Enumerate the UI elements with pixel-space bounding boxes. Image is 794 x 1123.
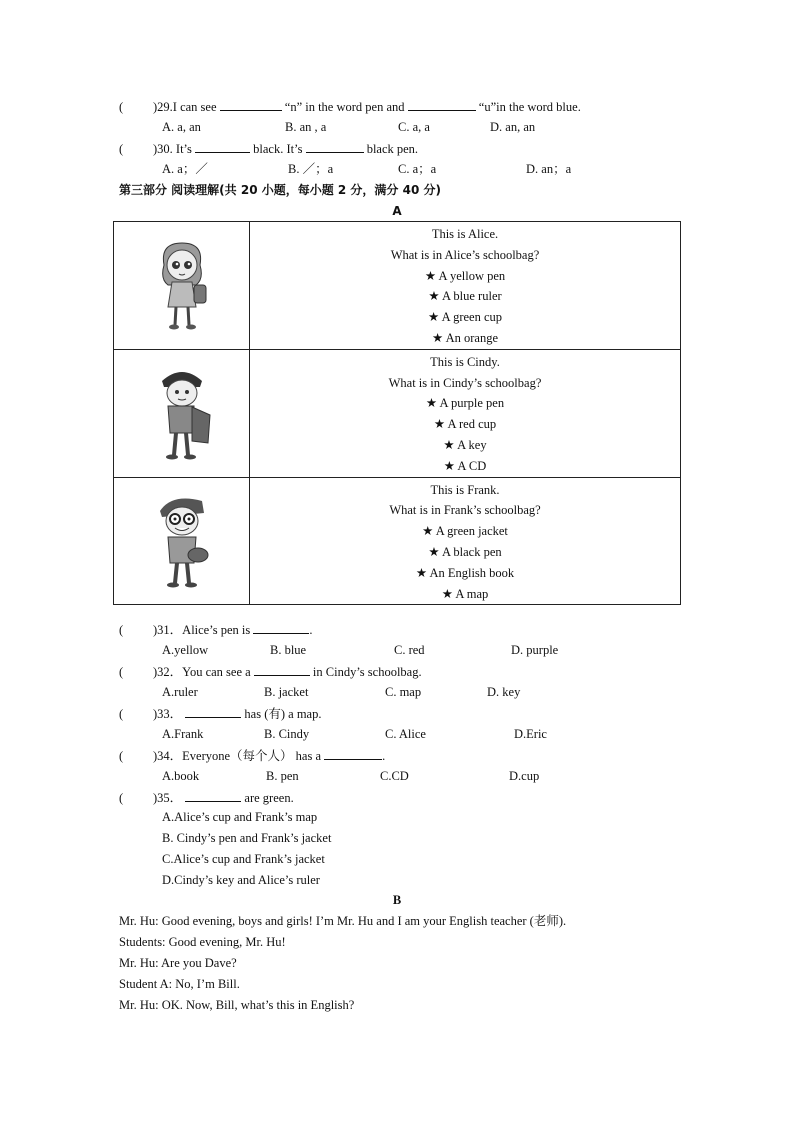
option-a: A.Frank (162, 727, 204, 741)
answer-paren: ( (119, 665, 124, 679)
question-32 (119, 663, 422, 680)
answer-blank (324, 747, 382, 760)
option-c: C. map (385, 685, 422, 699)
question-29-stem-c: “u”in the word blue. (478, 100, 581, 114)
question-34 (119, 747, 385, 764)
text-line: ★ A green jacket (422, 524, 508, 539)
option-d: D.Eric (514, 727, 547, 741)
text-line: ★ A black pen (428, 544, 502, 559)
question-33-end: has (有) a map. (244, 707, 322, 721)
question-35-stem: )35． (153, 791, 183, 805)
question-34-stem: )34．Everyone（每个人） has a (153, 749, 322, 763)
option-c: C. a, a (398, 120, 430, 134)
option-a: A.Alice’s cup and Frank’s map (162, 810, 318, 824)
text-line: This is Frank. (430, 482, 500, 497)
dialogue-line: Mr. Hu: Good evening, boys and girls! I’m Mr. Hu and I am your English teacher (老师). (119, 914, 567, 928)
question-34-end: . (382, 749, 386, 763)
question-30-stem-a: )30. It’s (153, 142, 192, 156)
option-a: A.book (162, 769, 200, 783)
answer-blank (195, 140, 250, 153)
dialogue-line: Mr. Hu: OK. Now, Bill, what’s this in English? (119, 998, 355, 1012)
answer-blank (306, 140, 364, 153)
image-cell (114, 349, 250, 477)
image-cell (114, 222, 250, 350)
option-b: B. Cindy’s pen and Frank’s jacket (162, 831, 332, 845)
question-30-stem-c: black pen. (366, 142, 419, 156)
answer-paren: ( (119, 623, 124, 637)
answer-paren: ( (119, 142, 124, 156)
question-33-stem: )33． (153, 707, 183, 721)
option-c: C. Alice (385, 727, 426, 741)
option-c: C. red (394, 643, 425, 657)
question-31-stem: )31．Alice’s pen is (153, 623, 251, 637)
answer-blank (254, 663, 310, 676)
table-row (114, 222, 681, 350)
table-row (114, 477, 681, 605)
option-c: C.CD (380, 769, 409, 783)
text-line: ★ A green cup (427, 310, 503, 325)
text-line: ★ A purple pen (425, 396, 505, 411)
option-d: D. an, an (490, 120, 536, 134)
text-line: This is Alice. (431, 227, 499, 241)
option-b: B. an , a (285, 120, 327, 134)
text-line: ★ A blue ruler (428, 289, 502, 304)
text-line: ★ An orange (431, 330, 499, 345)
dialogue-line: Student A: No, I’m Bill. (119, 977, 240, 991)
option-b: B. Cindy (264, 727, 310, 741)
boy-figure (142, 363, 222, 463)
answer-blank (185, 705, 241, 718)
option-a: A. a, an (162, 120, 201, 134)
question-32-end: in Cindy’s schoolbag. (312, 665, 422, 679)
reading-table (113, 221, 681, 605)
answer-blank (220, 98, 282, 111)
glasses-boy-figure (142, 491, 222, 591)
question-33 (119, 705, 321, 722)
dialogue-line: Students: Good evening, Mr. Hu! (119, 935, 286, 949)
option-b: B. ／；a (288, 162, 334, 176)
question-29-stem-a: )29.I can see (153, 100, 217, 114)
answer-paren: ( (119, 100, 124, 114)
text-line: What is in Alice’s schoolbag? (390, 247, 540, 262)
option-b: B. blue (270, 643, 307, 657)
option-d: D.cup (509, 769, 540, 783)
question-30 (119, 140, 418, 157)
option-d: D. key (487, 685, 521, 699)
option-d: D. purple (511, 643, 559, 657)
part-a-label: A (392, 204, 402, 218)
answer-paren: ( (119, 791, 124, 805)
option-d: D. an；a (526, 162, 572, 176)
text-line: ★ A key (443, 437, 487, 452)
text-line: ★ A CD (443, 458, 487, 473)
question-31-end: . (309, 623, 313, 637)
answer-blank (185, 789, 241, 802)
text-cell (250, 477, 681, 605)
option-c: C.Alice’s cup and Frank’s jacket (162, 852, 325, 866)
text-line: ★ A map (441, 586, 489, 601)
question-35 (119, 789, 294, 806)
text-line: ★ A red cup (433, 417, 497, 432)
girl-figure (142, 235, 222, 335)
text-line: What is in Frank’s schoolbag? (389, 503, 541, 518)
part-b-label: B (392, 893, 402, 907)
option-a: A.yellow (162, 643, 209, 657)
option-b: B. jacket (264, 685, 309, 699)
answer-paren: ( (119, 707, 124, 721)
question-31 (119, 621, 312, 638)
option-a: A. a；／ (162, 162, 208, 176)
table-row (114, 349, 681, 477)
dialogue-line: Mr. Hu: Are you Dave? (119, 956, 237, 970)
question-32-stem: )32．You can see a (153, 665, 251, 679)
question-29-stem-b: “n” in the word pen and (284, 100, 405, 114)
text-line: This is Cindy. (430, 354, 500, 369)
answer-blank (253, 621, 309, 634)
text-line: What is in Cindy’s schoolbag? (388, 375, 542, 390)
answer-blank (408, 98, 476, 111)
question-29 (119, 98, 581, 115)
option-b: B. pen (266, 769, 299, 783)
question-30-stem-b: black. It’s (253, 142, 303, 156)
option-d: D.Cindy’s key and Alice’s ruler (162, 873, 320, 887)
text-cell (250, 349, 681, 477)
section-3-heading: 第三部分 阅读理解(共 20 小题，每小题 2 分，满分 40 分) (119, 183, 441, 197)
option-a: A.ruler (162, 685, 198, 699)
question-35-end: are green. (244, 791, 294, 805)
text-line: ★ A yellow pen (424, 268, 506, 283)
image-cell (114, 477, 250, 605)
text-cell (250, 222, 681, 350)
option-c: C. a；a (398, 162, 437, 176)
answer-paren: ( (119, 749, 124, 763)
text-line: ★ An English book (415, 565, 515, 580)
